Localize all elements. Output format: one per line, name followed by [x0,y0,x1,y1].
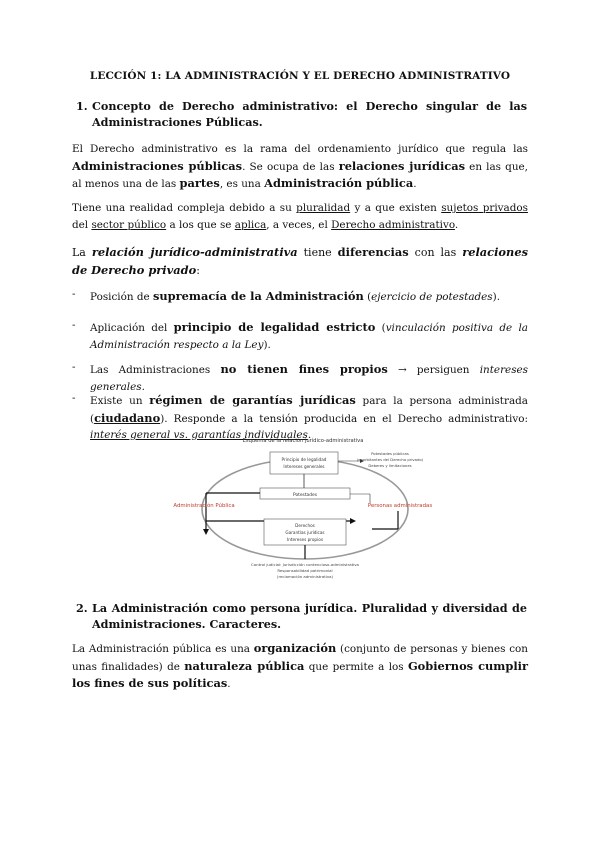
arrow-icon: → [387,364,417,376]
diagram-top-box [270,452,338,474]
text: . [413,178,417,190]
text: para la persona administrada ( [90,395,528,425]
diagram-arrowhead [203,529,209,535]
bold-term: Gobiernos cumplir los fines de sus políticas [72,658,528,690]
diagram-arrowhead [350,518,356,524]
text: ( [363,291,372,303]
bold-italic-term: relaciones de Derecho privado [72,245,528,277]
text: ( [375,322,386,334]
bullet-item-supremacy [90,288,528,306]
diagram-left-label: Administración Pública [173,503,235,509]
section-1-heading [76,98,527,130]
bold-italic-term: relación jurídico-administrativa [91,245,298,259]
paragraph-complexity [72,200,528,233]
diagram-bottom-line: (reclamación administrativa) [276,574,334,579]
underlined-term: Derecho administrativo [331,218,455,231]
text: en las que, al menos una de las [72,160,528,190]
diagram-bottom-line: Responsabilidad patrimonial [277,568,333,573]
underlined-term: pluralidad [296,202,351,214]
italic-term: ejercicio de potestades [371,291,493,303]
diagram-top-right-line: Deberes y limitaciones [368,463,412,468]
diagram-middle-box-label: Potestades [292,493,318,498]
text: a los que se [166,218,235,231]
underlined-term: sujetos privados [441,202,528,214]
diagram-top-right-line: Potestades públicas [371,451,409,456]
text: . Se ocupa de las [242,160,339,173]
bold-term: relaciones jurídicas [338,158,466,173]
diagram-caption: Esquema de la relación jurídico-administrativa [242,438,364,444]
text: Existe un [90,395,150,407]
bold-term: naturaleza pública [184,658,305,673]
text: Aplicación del [90,322,174,334]
bold-underlined-term: ciudadano [94,410,161,425]
paragraph-definition [72,141,528,193]
text: La Administración pública es una [72,643,254,655]
bullet-dash: - [72,319,76,331]
bullet-dash: - [72,288,76,300]
bold-term: régimen de garantías jurídicas [149,393,356,407]
text: Posición de [90,291,153,303]
bullet-item-ends [90,361,528,395]
bold-term: no tienen fines propios [220,362,388,376]
diagram-right-label: Personas administradas [367,503,433,509]
bold-term: diferencias [337,245,409,259]
text: . [454,218,459,231]
italic-term: vinculación positiva de la Administración respecto a la Ley [90,322,529,351]
bold-term: principio de legalidad estricto [173,320,376,334]
bold-term: partes [179,176,220,190]
diagram-lower-box-line: Derechos [295,523,315,528]
text: y a que existen [350,202,442,214]
diagram-bottom-line: Control judicial: Jurisdicción contencioso-administrativa [251,562,359,567]
diagram-lower-box-line: Intereses propios [287,537,323,542]
text: ). [492,291,501,303]
text: ). [263,338,271,351]
bold-term: organización [253,641,337,655]
italic-term: intereses generales [90,364,529,393]
bullet-dash: - [72,361,76,373]
text: . [227,678,231,690]
bold-term: supremacía de la Administración [152,289,364,303]
section-1-number: 1. [76,99,88,113]
text: : [196,263,200,277]
text: (conjunto de personas y bienes con unas finalidades) de [72,643,528,673]
underlined-term: sector público [91,218,167,231]
section-2-heading [76,600,527,632]
text: ). Responde a la tensión producida en el Derecho administrativo: [160,412,528,425]
section-2-heading-text: La Administración como persona jurídica. Pluralidad y diversidad de Administraciones. Caracteres. [92,601,527,631]
text: El Derecho administrativo es la rama del ordenamiento jurídico que regula las [72,143,528,155]
text: persiguen [416,364,480,376]
bold-term: Administración pública [264,176,414,190]
text: que permite a los [304,660,408,673]
bold-term: Administraciones públicas [72,158,243,173]
diagram-top-box-line: Principio de legalidad [281,457,327,462]
relation-diagram [160,433,450,585]
diagram-top-right-line: (exorbitantes del Derecho privado) [356,457,424,462]
text: Tiene una realidad compleja debido a su [72,202,297,214]
text: tiene [297,246,338,259]
diagram-top-box-line: Intereses generales [283,464,325,469]
text: con las [408,246,463,259]
paragraph-organization [72,640,528,693]
text: , a veces, el [266,218,332,231]
page-title: LECCIÓN 1: LA ADMINISTRACIÓN Y EL DERECHO ADMINISTRATIVO [89,70,511,82]
section-1-heading-text: Concepto de Derecho administrativo: el Derecho singular de las Administraciones Públicas. [92,99,527,129]
underlined-term: aplica [234,218,267,231]
text: . [307,429,312,441]
text: La [72,246,92,259]
bullet-dash: - [72,392,76,404]
section-2-number: 2. [76,601,88,615]
italic-underlined-term: interés general vs. garantías individuales [90,429,308,441]
text: . [141,380,145,393]
text: Las Administraciones [90,364,221,376]
text: , es una [219,178,265,190]
bullet-item-legality [90,319,528,353]
text: del [72,218,92,231]
paragraph-relation [72,244,528,279]
diagram-lower-box-line: Garantías jurídicas [285,530,325,535]
